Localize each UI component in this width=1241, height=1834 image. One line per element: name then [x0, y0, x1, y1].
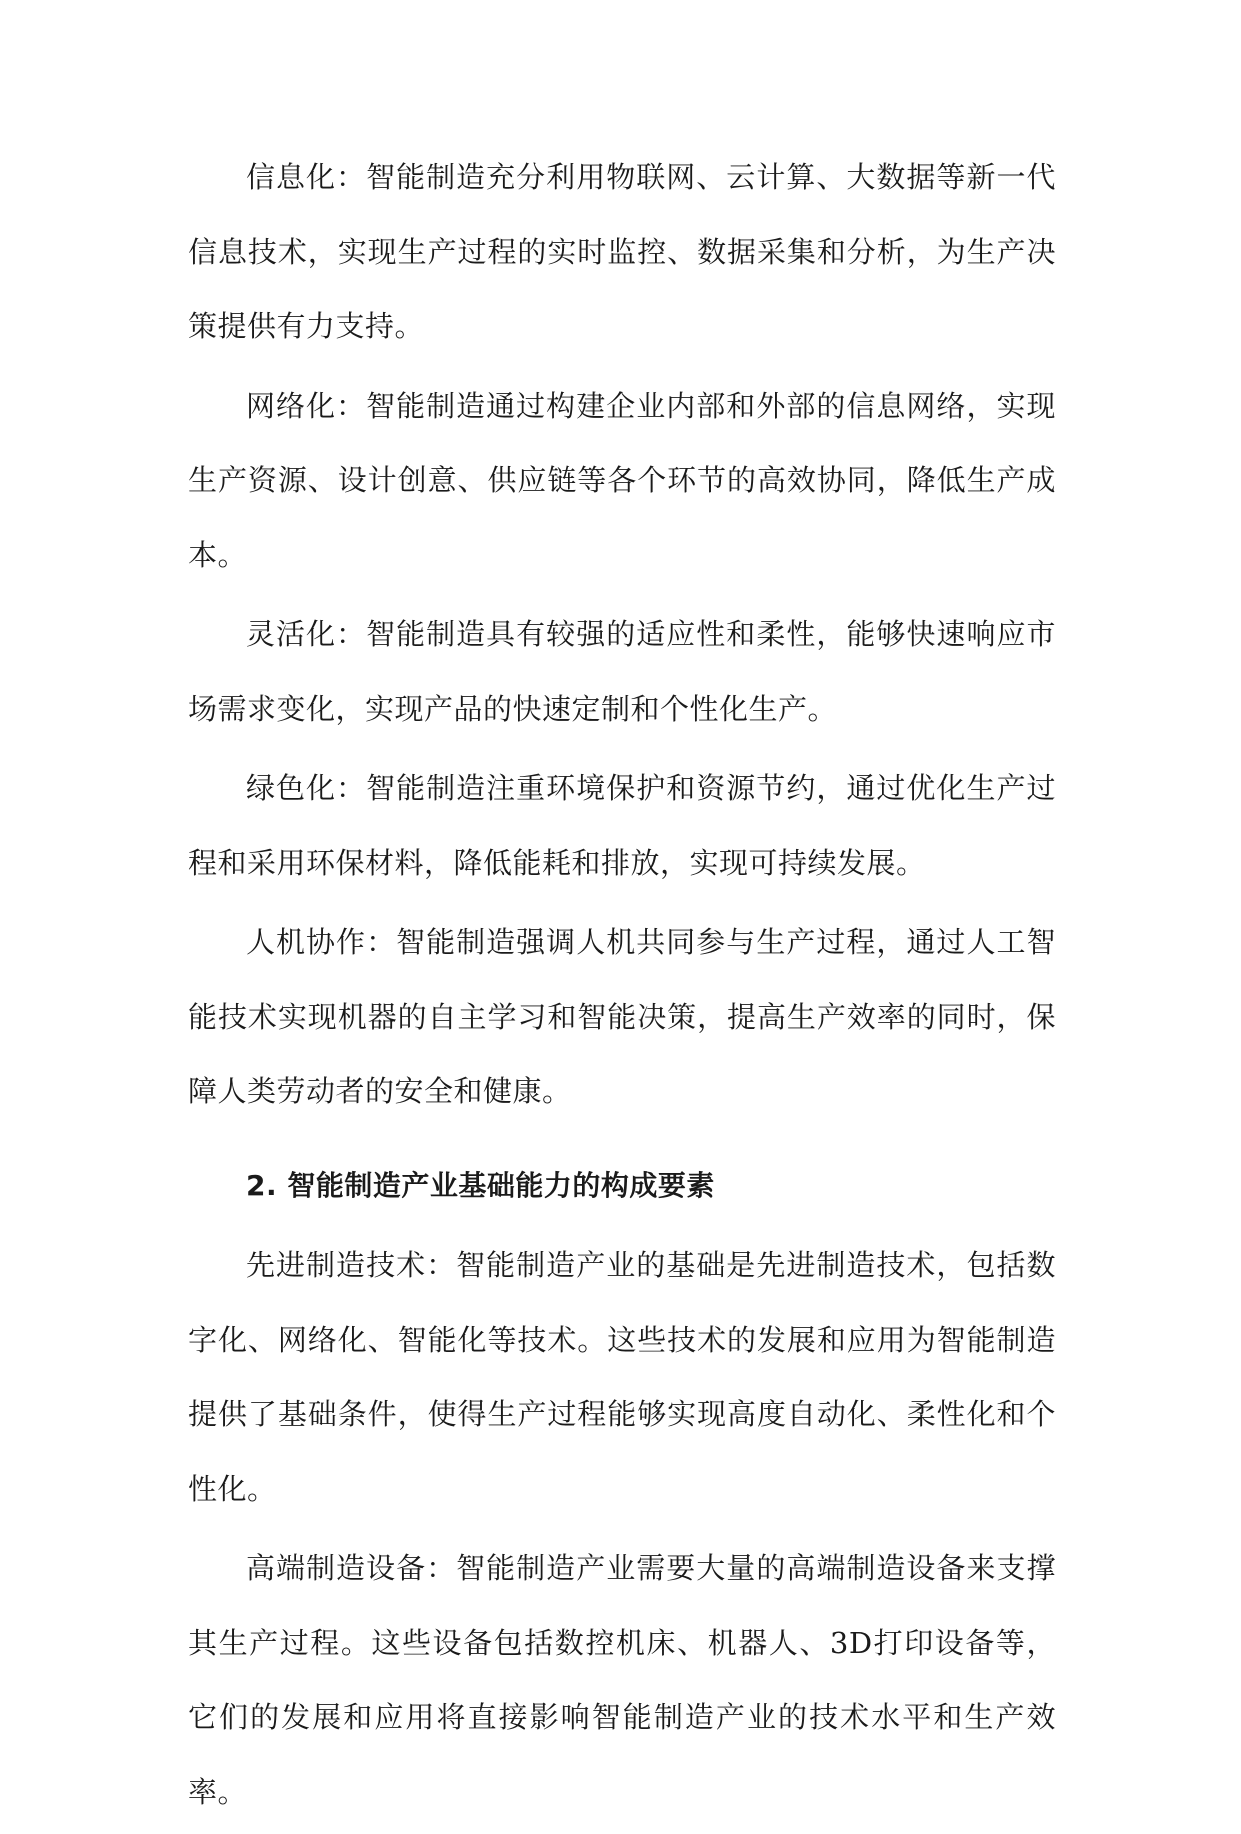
paragraph-greening: 绿色化：智能制造注重环境保护和资源节约，通过优化生产过程和采用环保材料，降低能耗和排放，实现可持续发展。 — [188, 771, 1056, 880]
paragraph-high-end-manufacturing-equipment: 高端制造设备：智能制造产业需要大量的高端制造设备来支撑其生产过程。这些设备包括数控机床、机器人、3D打印设备等，它们的发展和应用将直接影响智能制造产业的技术水平和生产效率。 — [188, 1551, 1056, 1809]
paragraph-informatization: 信息化：智能制造充分利用物联网、云计算、大数据等新一代信息技术，实现生产过程的实时监控、数据采集和分析，为生产决策提供有力支持。 — [188, 160, 1056, 343]
section-heading: 2. 智能制造产业基础能力的构成要素 — [246, 1168, 715, 1202]
paragraph-advanced-manufacturing-technology: 先进制造技术：智能制造产业的基础是先进制造技术，包括数字化、网络化、智能化等技术。这些技术的发展和应用为智能制造提供了基础条件，使得生产过程能够实现高度自动化、柔性化和个性化。 — [188, 1248, 1056, 1506]
paragraph-flexibility: 灵活化：智能制造具有较强的适应性和柔性，能够快速响应市场需求变化，实现产品的快速定制和个性化生产。 — [188, 617, 1056, 726]
paragraph-networking: 网络化：智能制造通过构建企业内部和外部的信息网络，实现生产资源、设计创意、供应链等各个环节的高效协同，降低生产成本。 — [188, 388, 1056, 572]
paragraph-human-machine-collaboration: 人机协作：智能制造强调人机共同参与生产过程，通过人工智能技术实现机器的自主学习和智能决策，提高生产效率的同时，保障人类劳动者的安全和健康。 — [188, 925, 1056, 1108]
document-page — [188, 140, 1056, 1834]
